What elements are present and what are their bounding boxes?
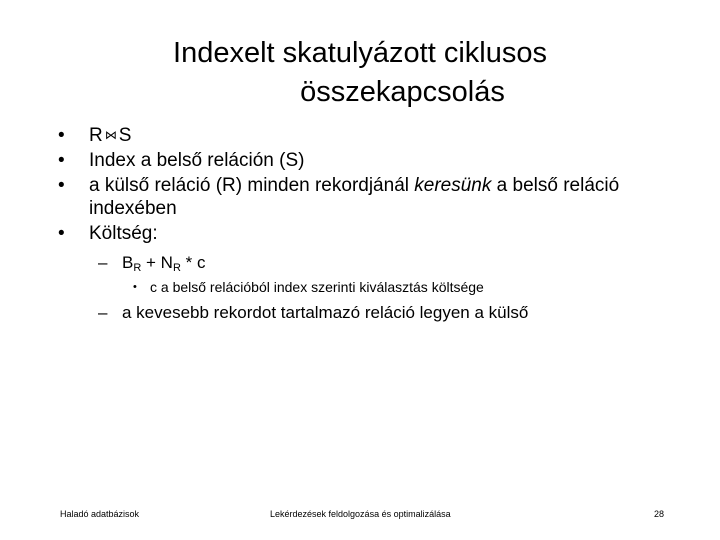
bullet-marker: • xyxy=(58,175,65,196)
footer-course-name: Haladó adatbázisok xyxy=(60,509,140,519)
bullet-text: Index a belső reláción (S) xyxy=(89,150,305,171)
relation-r: R xyxy=(89,125,103,146)
bullet-cost xyxy=(58,222,678,245)
bullet-text: Költség: xyxy=(89,223,158,244)
cost-plus-n: + N xyxy=(141,253,173,272)
bullet-join-expression xyxy=(58,124,678,147)
footer-page-number: 28 xyxy=(653,509,664,519)
dash-marker: – xyxy=(98,303,108,322)
join-icon: ⋈ xyxy=(104,128,117,142)
cost-note-text: c a belső relációból index szerinti kiválasztás költsége xyxy=(150,279,484,295)
bullet-marker: • xyxy=(58,125,65,146)
slide-title-line-2: összekapcsolás xyxy=(300,76,505,108)
cost-formula xyxy=(98,252,678,274)
cost-note xyxy=(133,278,678,296)
cost-n-subscript: R xyxy=(172,262,181,274)
bullet-text-post: a belső reláció indexében xyxy=(89,175,620,219)
dash-marker: – xyxy=(98,253,108,272)
cost-times-c: * c xyxy=(180,253,206,272)
slide-title xyxy=(100,34,620,112)
bullet-marker: • xyxy=(133,281,137,293)
advice-line xyxy=(98,302,678,324)
footer-topic: Lekérdezések feldolgozása és optimalizálása xyxy=(270,509,451,519)
bullet-text-pre: a külső reláció (R) minden rekordjánál xyxy=(89,175,415,196)
slide-title-line-1: Indexelt skatulyázott ciklusos xyxy=(173,37,547,69)
relation-s: S xyxy=(118,125,132,146)
bullet-text-emphasis: keresünk xyxy=(414,175,492,196)
bullet-marker: • xyxy=(58,223,65,244)
bullet-outer-search xyxy=(58,174,678,220)
bullet-list xyxy=(58,124,678,324)
cost-b-subscript: R xyxy=(133,262,142,274)
cost-b: B xyxy=(122,253,134,272)
bullet-marker: • xyxy=(58,150,65,171)
advice-text: a kevesebb rekordot tartalmazó reláció legyen a külső xyxy=(122,303,529,322)
bullet-index-inner xyxy=(58,149,678,172)
